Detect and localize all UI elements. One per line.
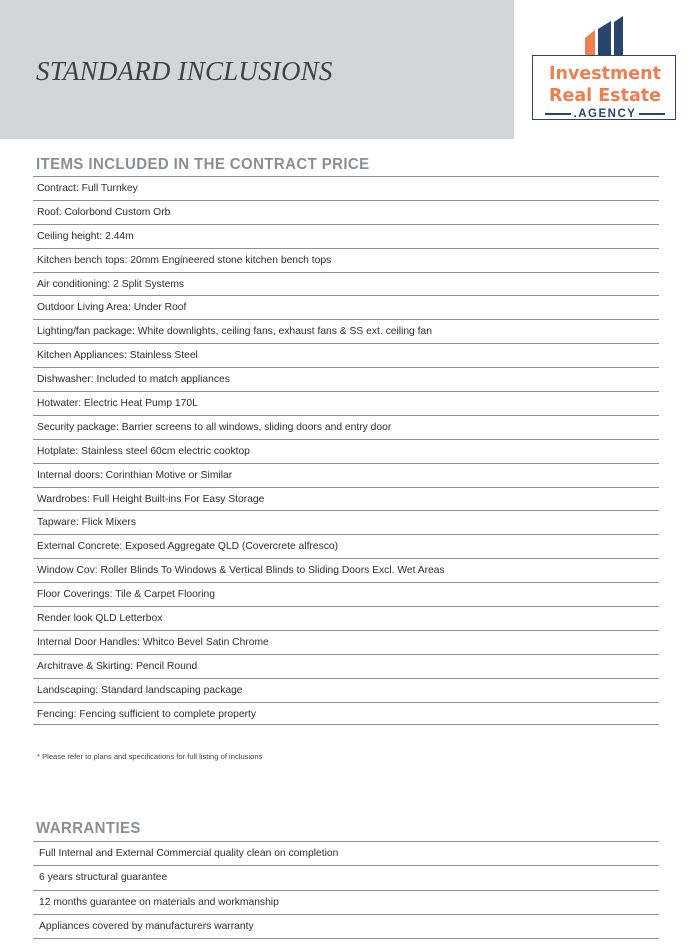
building-icon bbox=[583, 16, 629, 58]
list-item: Kitchen Appliances: Stainless Steel bbox=[33, 343, 659, 367]
list-item: Landscaping: Standard landscaping package bbox=[33, 678, 659, 702]
list-item: Air conditioning: 2 Split Systems bbox=[33, 272, 659, 296]
agency-logo bbox=[531, 16, 679, 124]
inclusions-list bbox=[33, 176, 659, 725]
list-item: 12 months guarantee on materials and workmanship bbox=[33, 890, 659, 914]
inclusions-heading: ITEMS INCLUDED IN THE CONTRACT PRICE bbox=[36, 155, 370, 174]
list-item: Ceiling height: 2.44m bbox=[33, 224, 659, 248]
list-item: Roof: Colorbond Custom Orb bbox=[33, 200, 659, 224]
list-item: Kitchen bench tops: 20mm Engineered stone kitchen bench tops bbox=[33, 248, 659, 272]
warranties-heading: WARRANTIES bbox=[36, 819, 141, 838]
list-item: Hotwater: Electric Heat Pump 170L bbox=[33, 391, 659, 415]
list-item: Appliances covered by manufacturers warranty bbox=[33, 914, 659, 938]
list-item: Dishwasher: Included to match appliances bbox=[33, 367, 659, 391]
list-item: Render look QLD Letterbox bbox=[33, 606, 659, 630]
list-item: Tapware: Flick Mixers bbox=[33, 510, 659, 534]
inclusions-footnote: * Please refer to plans and specifications for full listing of inclusions bbox=[37, 752, 263, 761]
page-title: STANDARD INCLUSIONS bbox=[36, 56, 333, 86]
list-item: Wardrobes: Full Height Built-ins For Easy Storage bbox=[33, 487, 659, 511]
list-item: Fencing: Fencing sufficient to complete property bbox=[33, 702, 659, 726]
list-item: 6 years structural guarantee bbox=[33, 865, 659, 889]
list-item: External Concrete: Exposed Aggregate QLD (Covercrete alfresco) bbox=[33, 534, 659, 558]
list-item: Contract: Full Turnkey bbox=[33, 176, 659, 200]
list-item: Full Internal and External Commercial quality clean on completion bbox=[33, 841, 659, 865]
logo-text-investment: Investment bbox=[549, 64, 661, 84]
logo-text-real-estate: Real Estate bbox=[548, 86, 662, 106]
list-item: Security package: Barrier screens to all windows, sliding doors and entry door bbox=[33, 415, 659, 439]
list-item: Floor Coverings: Tile & Carpet Flooring bbox=[33, 582, 659, 606]
list-item: Architrave & Skirting: Pencil Round bbox=[33, 654, 659, 678]
logo-text-agency: .AGENCY bbox=[531, 107, 679, 121]
list-item: Hotplate: Stainless steel 60cm electric cooktop bbox=[33, 439, 659, 463]
list-item: Internal doors: Corinthian Motive or Similar bbox=[33, 463, 659, 487]
list-item: Lighting/fan package: White downlights, ceiling fans, exhaust fans & SS ext. ceiling fan bbox=[33, 319, 659, 343]
list-item: Window Cov: Roller Blinds To Windows & Vertical Blinds to Sliding Doors Excl. Wet Areas bbox=[33, 558, 659, 582]
warranties-list bbox=[33, 841, 659, 939]
list-item: Outdoor Living Area: Under Roof bbox=[33, 295, 659, 319]
list-item: Internal Door Handles: Whitco Bevel Satin Chrome bbox=[33, 630, 659, 654]
